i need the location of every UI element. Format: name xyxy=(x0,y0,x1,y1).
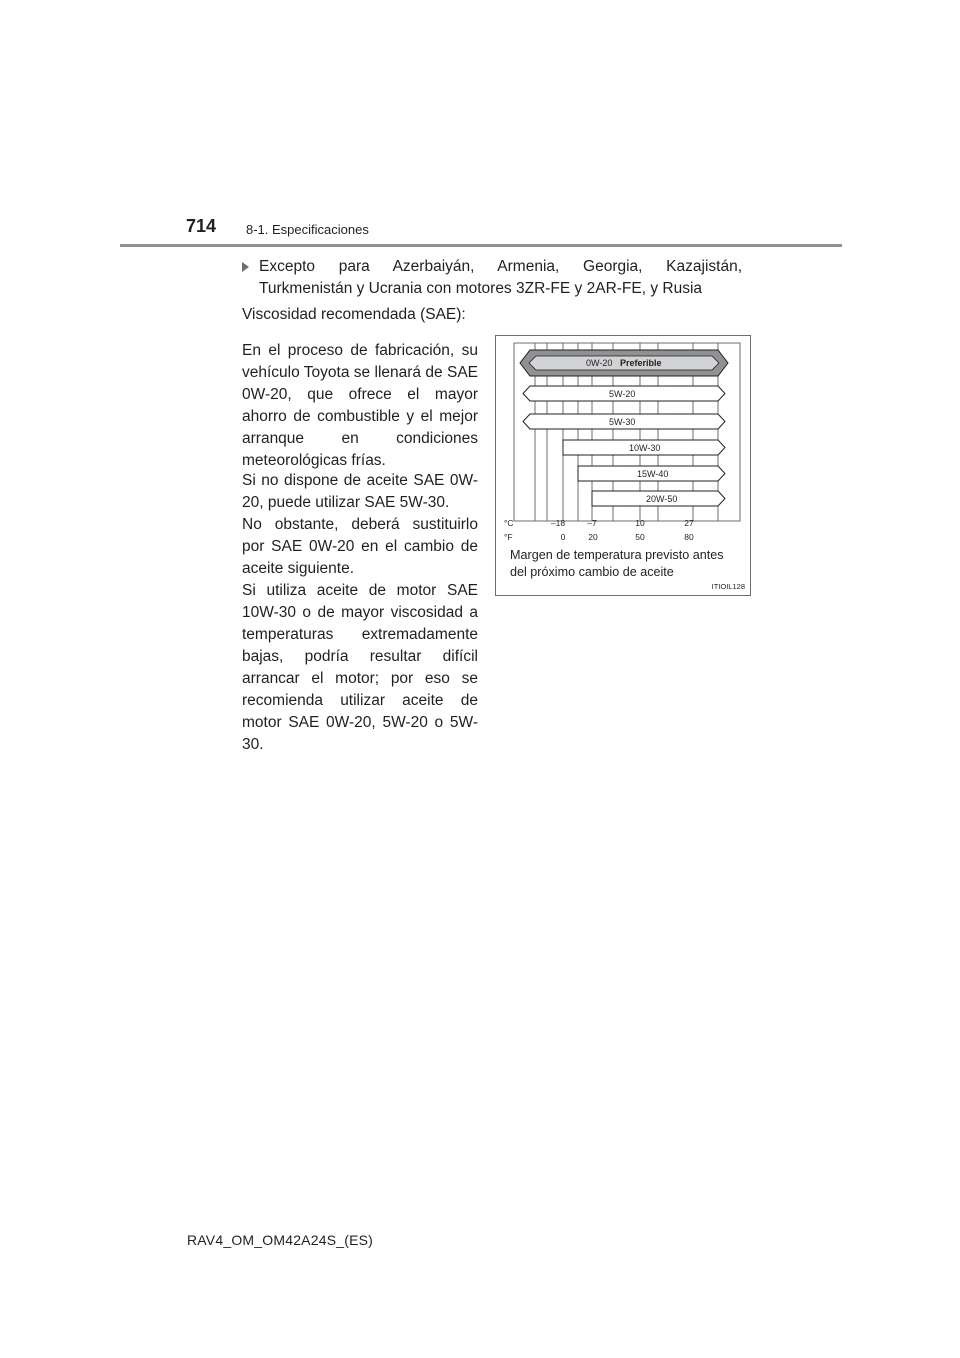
celsius-unit: °C xyxy=(504,518,514,528)
applicability-bullet xyxy=(242,256,742,300)
band-5w-30-label: 5W-30 xyxy=(609,417,636,427)
celsius-tick: 10 xyxy=(635,518,645,528)
band-15w-40 xyxy=(578,466,725,481)
triangle-bullet-icon xyxy=(242,262,249,272)
fahrenheit-tick: 80 xyxy=(684,532,694,542)
page-number: 714 xyxy=(186,216,217,236)
band-5w-20 xyxy=(523,386,725,401)
celsius-tick: 27 xyxy=(684,518,694,528)
band-0w-20-label: 0W-20 xyxy=(586,358,613,368)
figure-id: ITIOIL128 xyxy=(711,582,745,591)
document-footer: RAV4_OM_OM42A24S_(ES) xyxy=(187,1232,374,1248)
applicability-text: Excepto para Azerbaiyán, Armenia, Georgia, Kazajistán, Turkmenistán y Ucrania con motores 3ZR-FE y 2AR-FE, y Rusia xyxy=(259,258,742,297)
header-divider xyxy=(120,244,842,247)
celsius-tick: –18 xyxy=(550,518,566,528)
fahrenheit-tick: 0 xyxy=(560,532,566,542)
band-0w-20 xyxy=(520,350,728,376)
band-0w-20-preferred-label: Preferible xyxy=(620,358,662,368)
paragraph-replace-next: No obstante, deberá sustituirlo por SAE 0W-20 en el cambio de aceite siguiente. xyxy=(242,516,478,577)
band-20w-50-label: 20W-50 xyxy=(646,494,678,504)
paragraph-factory-fill: En el proceso de fabricación, su vehículo Toyota se llenará de SAE 0W-20, que ofrece el mayor ahorro de combustible y el mejor arranque en condiciones meteorológicas frías. xyxy=(242,342,478,469)
figure-caption: Margen de temperatura previsto antes del próximo cambio de aceite xyxy=(510,548,724,579)
celsius-tick: –7 xyxy=(587,518,597,528)
band-20w-50 xyxy=(592,491,725,506)
band-15w-40-label: 15W-40 xyxy=(637,469,669,479)
recommended-viscosity-label: Viscosidad recomendada (SAE): xyxy=(242,306,466,323)
paragraph-alternative-oil: Si no dispone de aceite SAE 0W-20, puede utilizar SAE 5W-30. xyxy=(242,472,478,511)
band-5w-20-label: 5W-20 xyxy=(609,389,636,399)
viscosity-chart-figure xyxy=(495,335,751,596)
band-10w-30 xyxy=(563,440,725,455)
band-10w-30-label: 10W-30 xyxy=(629,443,661,453)
band-5w-30 xyxy=(523,414,725,429)
fahrenheit-tick: 20 xyxy=(588,532,598,542)
section-title: 8-1. Especificaciones xyxy=(246,222,369,237)
paragraph-high-viscosity-warning: Si utiliza aceite de motor SAE 10W-30 o de mayor viscosidad a temperaturas extremadamente bajas, podría resultar difícil arrancar el motor; por eso se recomienda utilizar aceite de motor SAE 0W-20, 5W-20 o 5W-30. xyxy=(242,582,478,753)
fahrenheit-unit: °F xyxy=(504,532,513,542)
fahrenheit-tick: 50 xyxy=(635,532,645,542)
